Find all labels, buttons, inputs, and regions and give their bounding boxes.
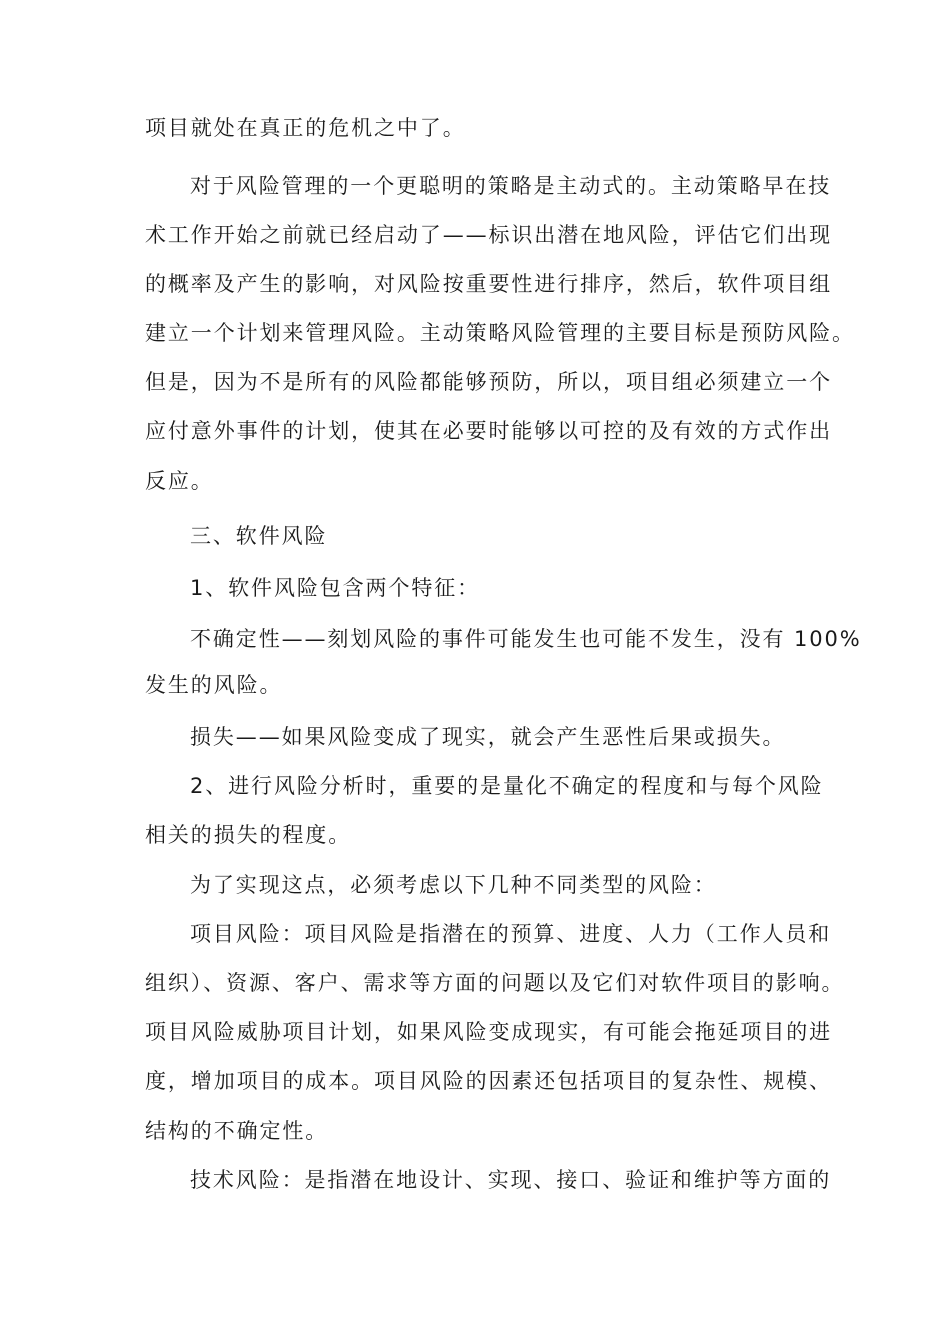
- text-line: 结构的不确定性。: [145, 1119, 329, 1143]
- paragraph-first-line: 项目风险：项目风险是指潜在的预算、进度、人力（工作人员和: [190, 922, 832, 946]
- paragraph-first-line: 损失——如果风险变成了现实，就会产生恶性后果或损失。: [190, 725, 786, 749]
- paragraph-first-line: 技术风险：是指潜在地设计、实现、接口、验证和维护等方面的: [190, 1168, 832, 1192]
- text-line: 度，增加项目的成本。项目风险的因素还包括项目的复杂性、规模、: [145, 1069, 832, 1093]
- text-line: 项目就处在真正的危机之中了。: [145, 116, 466, 140]
- paragraph-first-line: 对于风险管理的一个更聪明的策略是主动式的。主动策略早在技: [190, 174, 832, 198]
- text-line: 项目风险威胁项目计划，如果风险变成现实，有可能会拖延项目的进: [145, 1020, 832, 1044]
- paragraph-first-line: 为了实现这点，必须考虑以下几种不同类型的风险：: [190, 873, 717, 897]
- text-line: 发生的风险。: [145, 673, 283, 697]
- text-line: 反应。: [145, 469, 214, 493]
- text-line: 建立一个计划来管理风险。主动策略风险管理的主要目标是预防风险。: [145, 321, 855, 345]
- text-line: 但是，因为不是所有的风险都能够预防，所以，项目组必须建立一个: [145, 370, 832, 394]
- numbered-item: 2、进行风险分析时，重要的是量化不确定的程度和与每个风险: [190, 774, 824, 798]
- text-line: 组织）、资源、客户、需求等方面的问题以及它们对软件项目的影响。: [145, 971, 845, 995]
- paragraph-first-line: 不确定性——刻划风险的事件可能发生也可能不发生，没有 100%: [190, 627, 862, 651]
- text-line: 应付意外事件的计划，使其在必要时能够以可控的及有效的方式作出: [145, 419, 832, 443]
- text-line: 的概率及产生的影响，对风险按重要性进行排序，然后，软件项目组: [145, 272, 832, 296]
- text-line: 术工作开始之前就已经启动了——标识出潜在地风险，评估它们出现: [145, 223, 832, 247]
- numbered-item: 1、软件风险包含两个特征：: [190, 576, 481, 600]
- text-line: 相关的损失的程度。: [145, 823, 352, 847]
- section-heading: 三、软件风险: [190, 524, 328, 548]
